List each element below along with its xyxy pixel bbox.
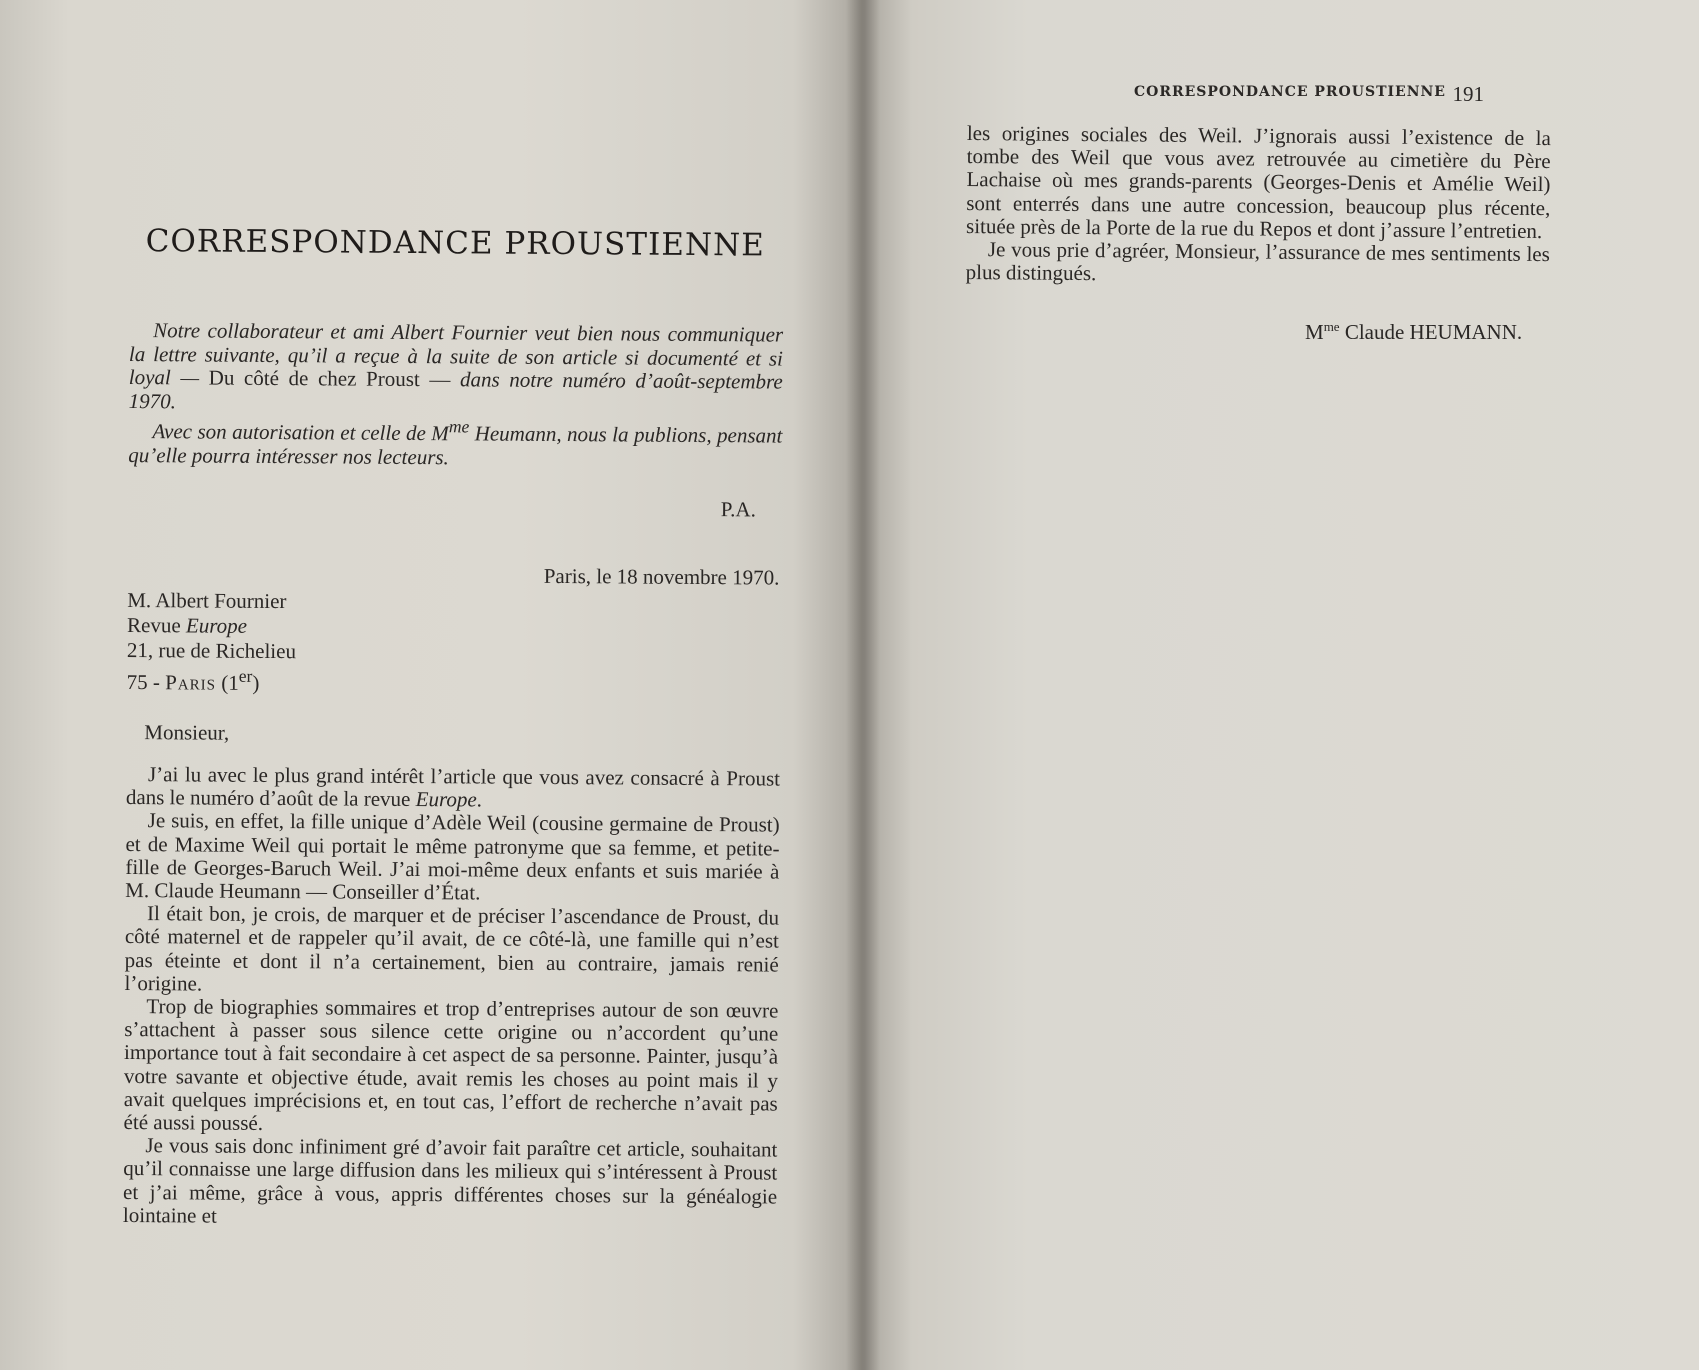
left-page-content	[123, 205, 784, 1232]
intro-paragraph-2	[128, 413, 782, 472]
address-line-3: 21, rue de Richelieu	[126, 637, 297, 664]
editorial-intro	[128, 319, 783, 472]
honorific-superscript: me	[448, 416, 470, 437]
signature-name: Claude HEUMANN.	[1339, 320, 1523, 344]
signature-superscript: me	[1323, 319, 1340, 334]
closing-paragraph: Je vous prie d’agréer, Monsieur, l’assurance de mes sentiments les plus distingués.	[965, 237, 1550, 286]
recipient-address	[127, 588, 782, 700]
letter-paragraph-1-text: J’ai lu avec le plus grand intérêt l’article que vous avez consacré à Proust dans le numéro d’août de la revue	[125, 762, 781, 812]
intro-text-continued: dans notre numéro d’août-septembre 1970.	[128, 367, 783, 413]
address-postcode: 75 -	[126, 669, 166, 695]
letter-paragraph-3: Il était bon, je crois, de marquer et de préciser l’ascendance de Proust, du côté maternel et de rappeler qu’il avait, de ce côté-là, une famille qui n’est pas éteinte et dont il n’a certainement, bien au contraire, jamais renié l’origine.	[124, 901, 780, 996]
letter-paragraph-5: Je vous sais donc infiniment gré d’avoir fait paraître cet article, souhaitant qu’il connaisse une large diffusion dans les milieux qui s’intéressent à Proust et j’ai même, grâce à vous, appris différentes choses sur la généalogie lointaine et	[122, 1133, 778, 1228]
letter-paragraph-1-end: .	[476, 787, 483, 812]
intro-text: Notre collaborateur et ami Albert Fournier veut bien nous communiquer la lettre suivante, qu’il a reçue à la suite de son article si documenté et si loyal —	[128, 318, 784, 390]
intro-paragraph-1	[129, 319, 784, 418]
letter-salutation: Monsieur,	[144, 720, 230, 745]
journal-name: Europe	[185, 613, 248, 638]
right-page	[862, 0, 1699, 1370]
article-reference: Du côté de chez Proust —	[208, 365, 451, 392]
continued-paragraph: les origines sociales des Weil. J’ignorais aussi l’existence de la tombe des Weil que vous avez retrouvée au cimetière du Père Lachaise où mes grands-parents (Georges-Denis et Amélie Weil) sont enterrés dans une autre concession, beaucoup plus récente, située près de la Porte de la rue du Repos et dont j’assure l’entretien.	[965, 121, 1551, 243]
editor-initials: P.A.	[720, 497, 756, 522]
address-line-4	[127, 663, 781, 700]
intro-text-2a: Avec son autorisation et celle de M	[152, 419, 449, 446]
address-line-2-prefix: Revue	[126, 612, 187, 638]
address-city: Paris	[165, 670, 217, 695]
page-number: 191	[1452, 82, 1484, 106]
letter-body	[123, 763, 780, 1232]
running-head: CORRESPONDANCE PROUSTIENNE	[1134, 84, 1446, 100]
letter-paragraph-2: Je suis, en effet, la fille unique d’Adèle Weil (cousine germaine de Proust) et de Maxime Weil qui portait le même patronyme que sa femme, et petite-fille de Georges-Baruch Weil. J’ai moi-même deux enfants et suis mariée à M. Claude Heumann — Conseiller d’État.	[125, 808, 780, 905]
letter-paragraph-4: Trop de biographies sommaires et trop d’entreprises autour de son œuvre s’attachent à passer sous silence cette origine ou n’accordent qu’une importance tout à fait secondaire à cet aspect de sa personne. Painter, jusqu’à votre savante et objective étude, avait remis les choses au point mais il y avait quelques imprécisions et, en tout cas, l’effort de recherche n’avait pas été aussi poussé.	[123, 994, 779, 1135]
district-superscript: er	[238, 665, 253, 686]
right-page-content	[966, 122, 1551, 290]
letter-paragraph-1	[126, 763, 780, 814]
signature-prefix: M	[1305, 320, 1324, 344]
address-district-close: )	[252, 670, 260, 695]
address-line-1: M. Albert Fournier	[127, 587, 287, 614]
article-title: CORRESPONDANCE PROUSTIENNE	[145, 223, 765, 264]
letter-date: Paris, le 18 novembre 1970.	[543, 563, 780, 590]
address-district-open: (1	[215, 670, 239, 695]
letter-signature	[1305, 319, 1522, 345]
intro-text-2b: Heumann, nous la publions, pensant qu’elle pourra intéresser nos lecteurs.	[128, 421, 783, 469]
journal-name-italic: Europe	[415, 787, 477, 812]
